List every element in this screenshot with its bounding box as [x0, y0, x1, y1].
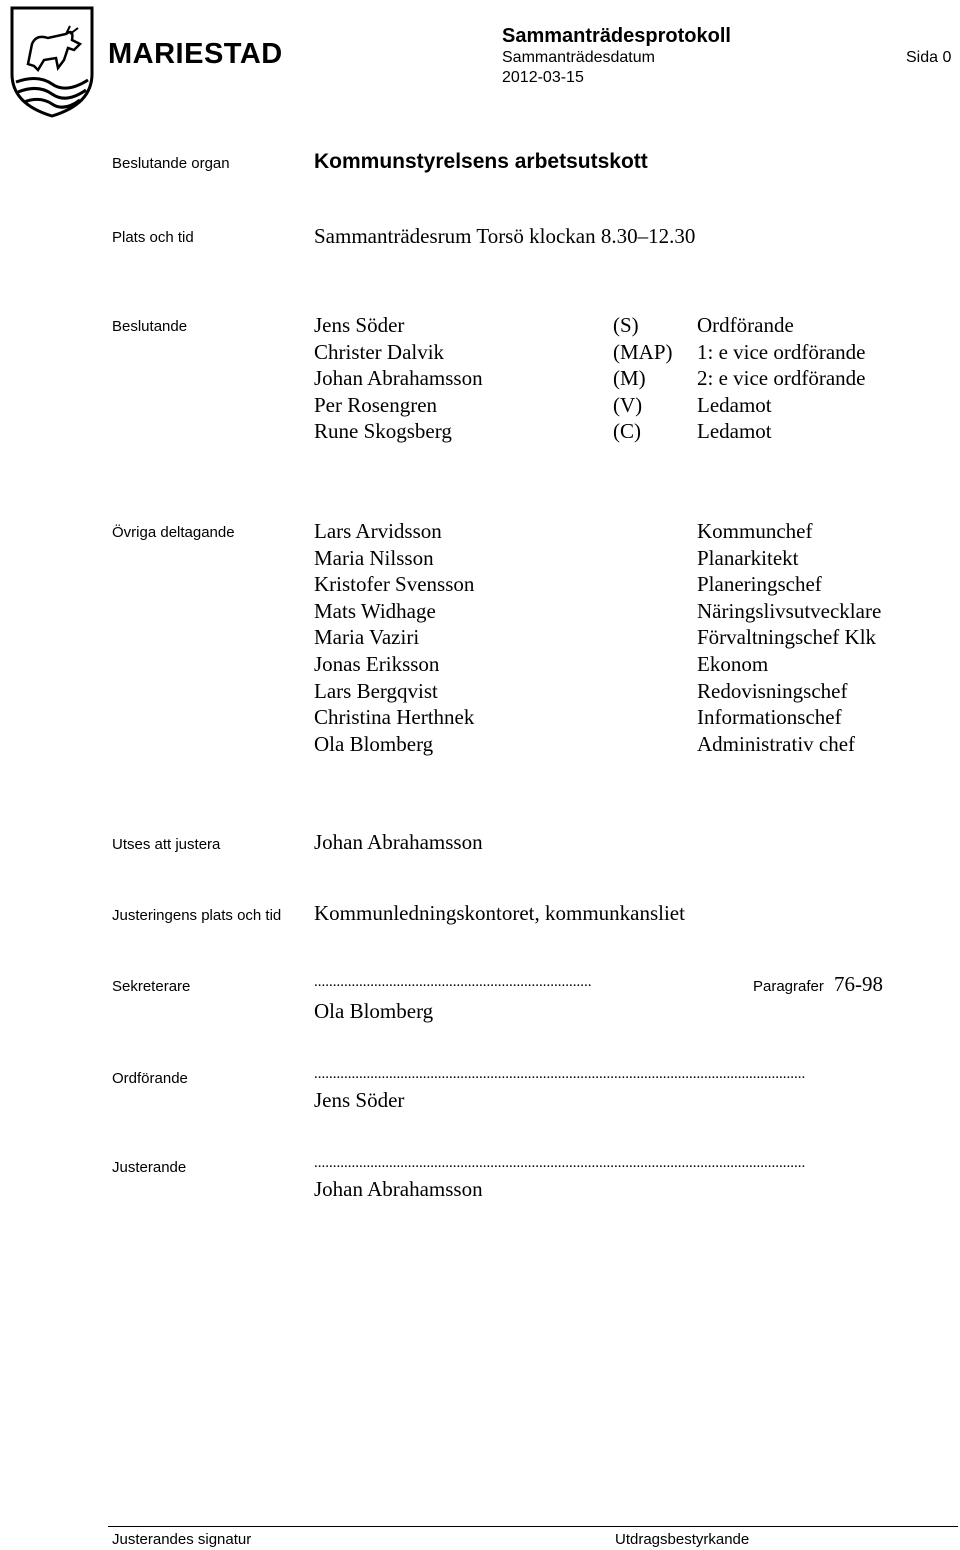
participant-name: Maria Nilsson	[314, 545, 434, 570]
participant-role: Planarkitekt	[697, 545, 799, 570]
beslutande-names	[314, 312, 483, 445]
participant-name: Kristofer Svensson	[314, 572, 475, 597]
participant-name: Ola Blomberg	[314, 731, 434, 756]
member-party: (S)	[613, 313, 639, 337]
member-party: (MAP)	[613, 339, 673, 364]
footer-certification-label: Utdragsbestyrkande	[615, 1531, 750, 1548]
ovriga-roles	[697, 518, 881, 757]
participant-role: Redovisningschef	[697, 678, 848, 703]
beslutande-label: Beslutande	[112, 318, 188, 335]
participant-role: Informationschef	[697, 705, 842, 730]
participant-role: Förvaltningschef Klk	[697, 625, 877, 650]
sekreterare-label: Sekreterare	[112, 978, 191, 995]
member-name: Rune Skogsberg	[314, 419, 452, 444]
sekreterare-name: Ola Blomberg	[314, 999, 434, 1023]
justeringens-label: Justeringens plats och tid	[112, 907, 282, 924]
justera-value: Johan Abrahamsson	[314, 830, 483, 854]
justerande-signature-line: ...................................................................................................................................	[314, 1155, 806, 1171]
member-party: (C)	[613, 419, 641, 444]
member-name: Per Rosengren	[314, 392, 438, 417]
participant-role: Planeringschef	[697, 572, 822, 597]
ordforande-name: Jens Söder	[314, 1088, 405, 1112]
member-party: (V)	[613, 392, 643, 417]
mariestad-coat-of-arms-icon	[8, 4, 96, 120]
paragraf-label: Paragrafer	[753, 978, 824, 995]
participant-name: Christina Herthnek	[314, 705, 475, 730]
ovriga-names	[314, 518, 474, 757]
footer-divider	[108, 1526, 958, 1527]
place-label: Plats och tid	[112, 229, 194, 246]
ordforande-signature-line: ...................................................................................................................................	[314, 1066, 806, 1082]
document-type-title: Sammanträdesprotokoll	[502, 25, 731, 47]
justerande-label: Justerande	[112, 1159, 187, 1176]
meeting-date-label: Sammanträdesdatum	[502, 49, 655, 66]
justera-label: Utses att justera	[112, 836, 221, 853]
member-role: Ordförande	[697, 313, 794, 337]
participant-name: Lars Bergqvist	[314, 678, 438, 703]
beslutande-parties	[613, 312, 673, 445]
sekreterare-signature-line: ..........................................................................	[314, 974, 592, 990]
ordforande-label: Ordförande	[112, 1070, 188, 1087]
participant-name: Jonas Eriksson	[314, 651, 440, 676]
member-role: 2: e vice ordförande	[697, 366, 866, 391]
member-name: Johan Abrahamsson	[314, 366, 483, 391]
participant-role: Kommunchef	[697, 519, 813, 543]
participant-name: Lars Arvidsson	[314, 519, 442, 543]
participant-name: Mats Widhage	[314, 598, 436, 623]
paragraf-value: 76-98	[834, 972, 883, 996]
place-value: Sammanträdesrum Torsö klockan 8.30–12.30	[314, 224, 696, 248]
participant-role: Ekonom	[697, 651, 769, 676]
justerande-name: Johan Abrahamsson	[314, 1177, 483, 1201]
ovriga-label: Övriga deltagande	[112, 524, 235, 541]
beslutande-roles	[697, 312, 866, 445]
meeting-date: 2012-03-15	[502, 69, 584, 86]
organ-value: Kommunstyrelsens arbetsutskott	[314, 150, 648, 173]
participant-role: Administrativ chef	[697, 731, 856, 756]
participant-role: Näringslivsutvecklare	[697, 598, 882, 623]
justeringens-value: Kommunledningskontoret, kommunkansliet	[314, 901, 685, 925]
participant-name: Maria Vaziri	[314, 625, 420, 650]
page-number: Sida 0	[906, 49, 952, 66]
member-role: Ledamot	[697, 419, 772, 444]
footer-signature-label: Justerandes signatur	[112, 1531, 252, 1548]
member-name: Christer Dalvik	[314, 339, 445, 364]
member-role: Ledamot	[697, 392, 772, 417]
logo-wordmark: MARIESTAD	[108, 38, 283, 70]
member-name: Jens Söder	[314, 313, 405, 337]
member-party: (M)	[613, 366, 646, 391]
organ-label: Beslutande organ	[112, 155, 230, 172]
member-role: 1: e vice ordförande	[697, 339, 866, 364]
